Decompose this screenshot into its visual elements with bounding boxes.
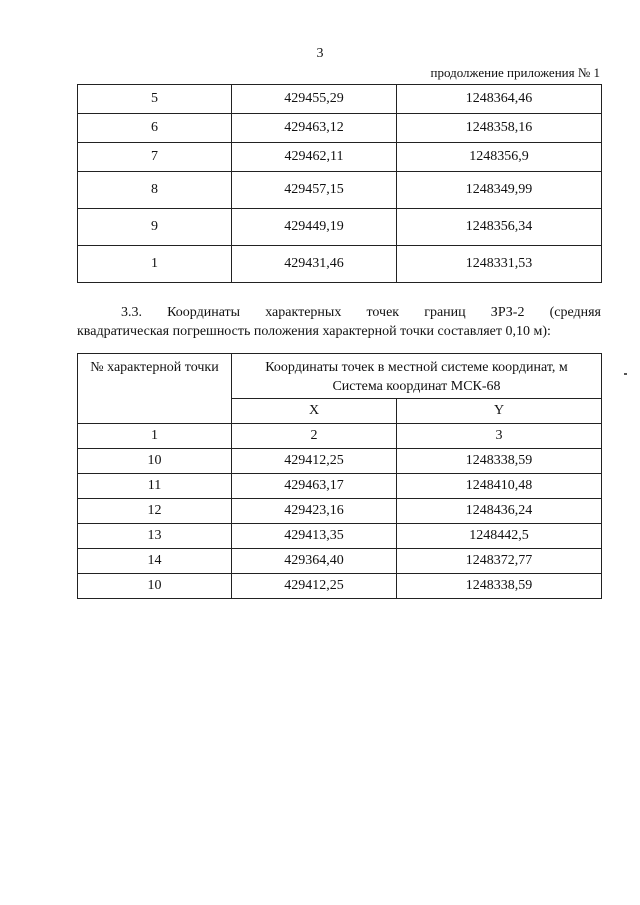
table-row [78, 524, 602, 549]
header-point-number: № характерной точки [78, 354, 232, 424]
x-coordinate-cell: 429463,17 [232, 474, 397, 499]
y-coordinate-cell: 1248356,34 [397, 209, 602, 246]
y-coordinate-cell: 1248364,46 [397, 85, 602, 114]
x-coordinate-cell: 429457,15 [232, 172, 397, 209]
y-coordinate-cell: 1248358,16 [397, 114, 602, 143]
margin-mark [624, 373, 627, 375]
paragraph-line-1: 3.3. Координаты характерных точек границ ЗРЗ-2 (средняя [121, 305, 601, 320]
table-row [78, 85, 602, 114]
table-row [78, 114, 602, 143]
section-paragraph [77, 303, 601, 341]
coordinates-table-continued [77, 84, 602, 283]
point-number-cell: 10 [78, 449, 232, 474]
point-number-cell: 11 [78, 474, 232, 499]
y-coordinate-cell: 1248410,48 [397, 474, 602, 499]
point-number-cell: 6 [78, 114, 232, 143]
y-coordinate-cell: 1248436,24 [397, 499, 602, 524]
table-row [78, 449, 602, 474]
point-number-cell: 14 [78, 549, 232, 574]
paragraph-line-2: квадратическая погрешность положения характерной точки составляет 0,10 м): [77, 324, 551, 339]
x-coordinate-cell: 429412,25 [232, 449, 397, 474]
table-row [78, 574, 602, 599]
header-coordinates-line-1: Координаты точек в местной системе координат, м [265, 360, 568, 375]
point-number-cell: 1 [78, 246, 232, 283]
header-coordinates-line-2: Система координат МСК-68 [332, 379, 501, 394]
point-number-cell: 13 [78, 524, 232, 549]
continuation-label: продолжение приложения № 1 [430, 65, 600, 80]
table-row [78, 246, 602, 283]
y-coordinate-cell: 1248349,99 [397, 172, 602, 209]
x-coordinate-cell: 429413,35 [232, 524, 397, 549]
point-number-cell: 7 [78, 143, 232, 172]
point-number-cell: 12 [78, 499, 232, 524]
point-number-cell: 5 [78, 85, 232, 114]
table-header-row [78, 354, 602, 399]
index-cell: 2 [232, 424, 397, 449]
table-row [78, 549, 602, 574]
header-coordinates [232, 354, 602, 399]
x-coordinate-cell: 429455,29 [232, 85, 397, 114]
y-coordinate-cell: 1248338,59 [397, 574, 602, 599]
table-row [78, 172, 602, 209]
y-coordinate-cell: 1248372,77 [397, 549, 602, 574]
y-coordinate-cell: 1248338,59 [397, 449, 602, 474]
table-row [78, 209, 602, 246]
coordinates-table-zrz2 [77, 353, 602, 599]
index-cell: 3 [397, 424, 602, 449]
x-coordinate-cell: 429423,16 [232, 499, 397, 524]
point-number-cell: 8 [78, 172, 232, 209]
page-number: 3 [316, 46, 324, 61]
y-coordinate-cell: 1248331,53 [397, 246, 602, 283]
header-x: X [232, 399, 397, 424]
x-coordinate-cell: 429364,40 [232, 549, 397, 574]
x-coordinate-cell: 429462,11 [232, 143, 397, 172]
x-coordinate-cell: 429463,12 [232, 114, 397, 143]
x-coordinate-cell: 429431,46 [232, 246, 397, 283]
table-row [78, 474, 602, 499]
point-number-cell: 9 [78, 209, 232, 246]
index-cell: 1 [78, 424, 232, 449]
x-coordinate-cell: 429449,19 [232, 209, 397, 246]
table-row [78, 499, 602, 524]
x-coordinate-cell: 429412,25 [232, 574, 397, 599]
y-coordinate-cell: 1248442,5 [397, 524, 602, 549]
point-number-cell: 10 [78, 574, 232, 599]
header-y: Y [397, 399, 602, 424]
table-index-row [78, 424, 602, 449]
table-row [78, 143, 602, 172]
y-coordinate-cell: 1248356,9 [397, 143, 602, 172]
